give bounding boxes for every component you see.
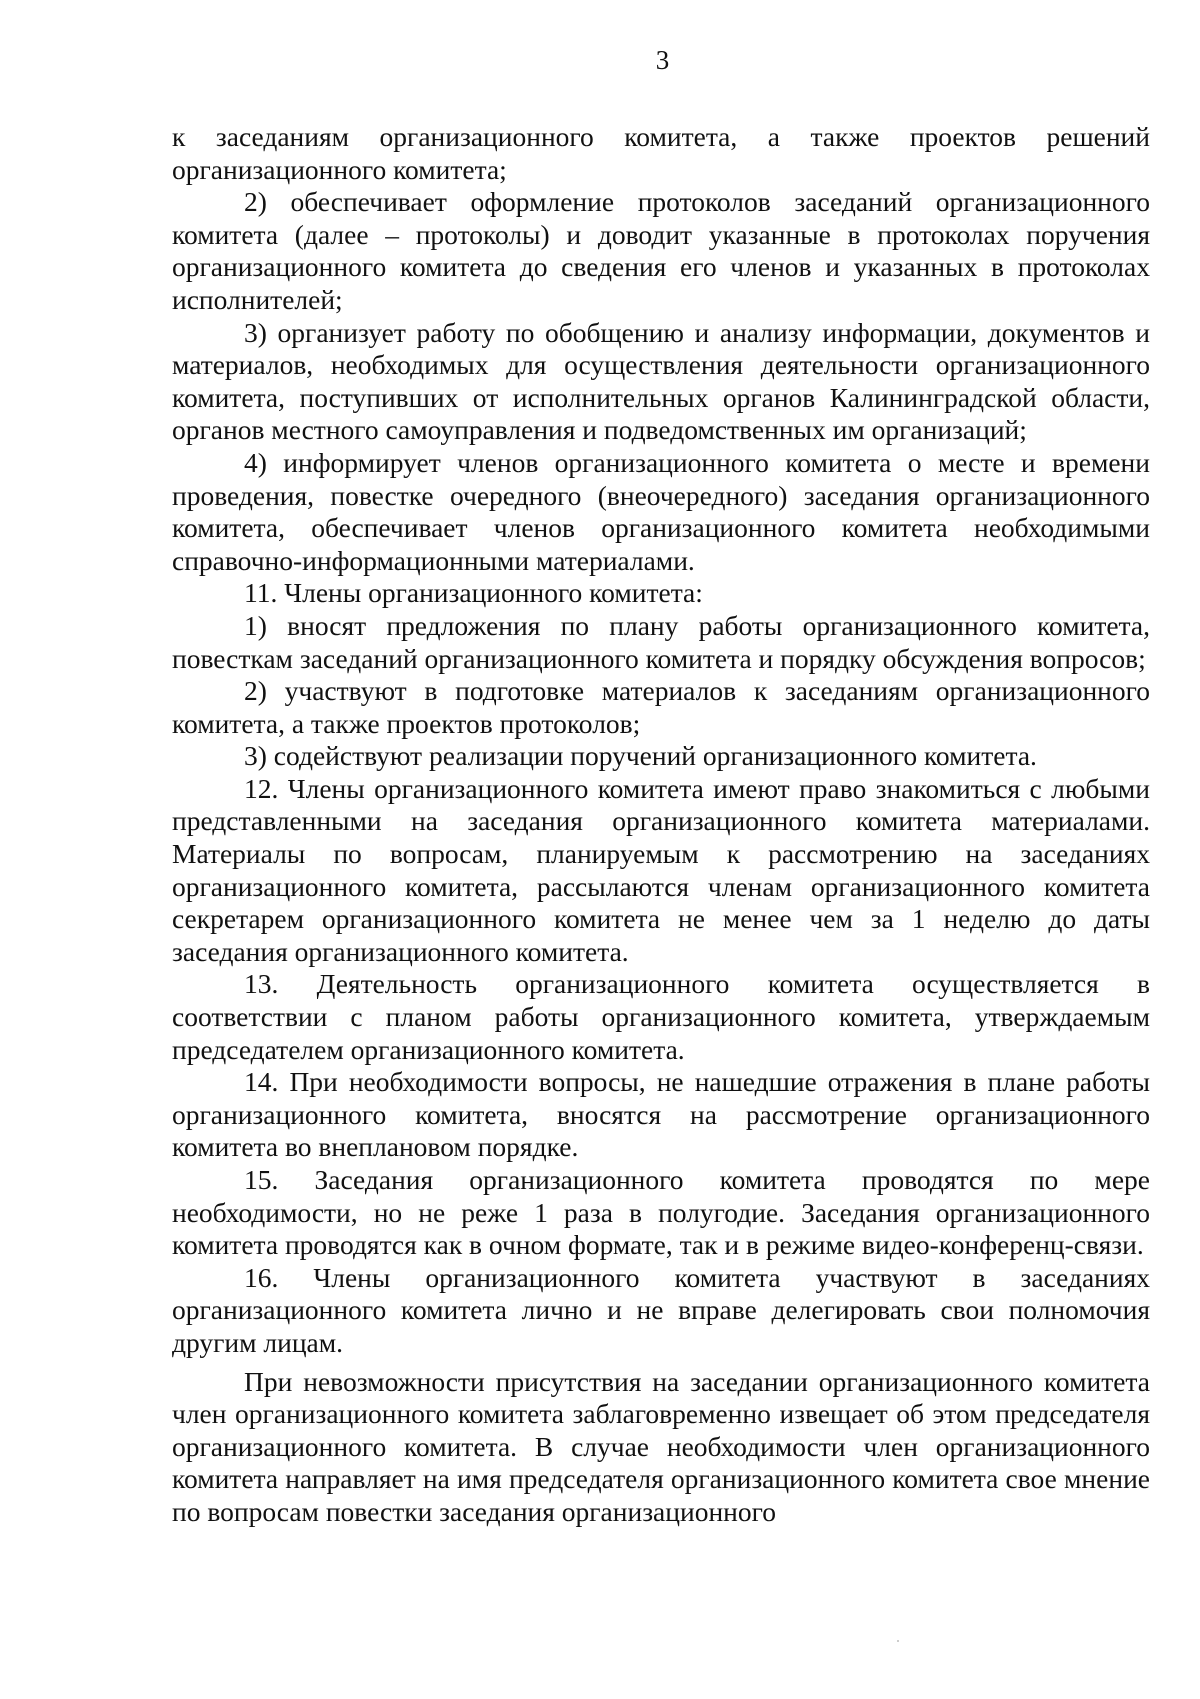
paragraph: 16. Члены организационного комитета участвуют в заседаниях организационного комитета лично и не вправе делегировать свои полномочия другим лицам. bbox=[172, 1261, 1150, 1358]
paragraph: 12. Члены организационного комитета имеют право знакомиться с любыми представленными на заседания организационного комитета материалами. Материалы по вопросам, планируемым к рассмотрению на заседаниях организационного комитета, рассылаются членам организационного комитета секретарем организационного комитета не менее чем за 1 неделю до даты заседания организационного комитета. bbox=[172, 772, 1150, 967]
paragraph: 3) организует работу по обобщению и анализу информации, документов и материалов, необходимых для осуществления деятельности организационного комитета, поступивших от исполнительных органов Калининградской области, органов местного самоуправления и подведомственных им организаций; bbox=[172, 316, 1150, 446]
paragraph: 14. При необходимости вопросы, не нашедшие отражения в плане работы организационного комитета, вносятся на рассмотрение организационного комитета во внеплановом порядке. bbox=[172, 1066, 1150, 1163]
paragraph: к заседаниям организационного комитета, а также проектов решений организационного комитета; bbox=[172, 121, 1150, 185]
scan-speck bbox=[897, 1640, 899, 1642]
paragraph: 4) информирует членов организационного комитета о месте и времени проведения, повестке очередного (внеочередного) заседания организационного комитета, обеспечивает членов организационного комитета необходимыми справочно-информационными материалами. bbox=[172, 446, 1150, 576]
paragraph: 2) обеспечивает оформление протоколов заседаний организационного комитета (далее – протоколы) и доводит указанные в протоколах поручения организационного комитета до сведения его членов и указанных в протоколах исполнителей; bbox=[172, 186, 1150, 315]
paragraph: При невозможности присутствия на заседании организационного комитета член организационного комитета заблаговременно извещает об этом председателя организационного комитета. В случае необходимости член организационного комитета направляет на имя председателя организационного комитета свое мнение по вопросам повестки заседания организационного bbox=[172, 1365, 1150, 1527]
paragraph: 1) вносят предложения по плану работы организационного комитета, повесткам заседаний организационного комитета и порядку обсуждения вопросов; bbox=[172, 609, 1150, 674]
paragraph: 2) участвуют в подготовке материалов к заседаниям организационного комитета, а также проектов протоколов; bbox=[172, 675, 1150, 739]
paragraph: 11. Члены организационного комитета: bbox=[244, 577, 703, 609]
page-number: 3 bbox=[655, 45, 670, 75]
paragraph: 15. Заседания организационного комитета проводятся по мере необходимости, но не реже 1 раза в полугодие. Заседания организационного комитета проводятся как в очном формате, так и в режиме видео-конференц-связи. bbox=[172, 1164, 1150, 1261]
paragraph: 3) содействуют реализации поручений организационного комитета. bbox=[244, 740, 1037, 772]
document-body bbox=[172, 121, 1150, 1529]
paragraph: 13. Деятельность организационного комитета осуществляется в соответствии с планом работы организационного комитета, утверждаемым председателем организационного комитета. bbox=[172, 968, 1150, 1065]
